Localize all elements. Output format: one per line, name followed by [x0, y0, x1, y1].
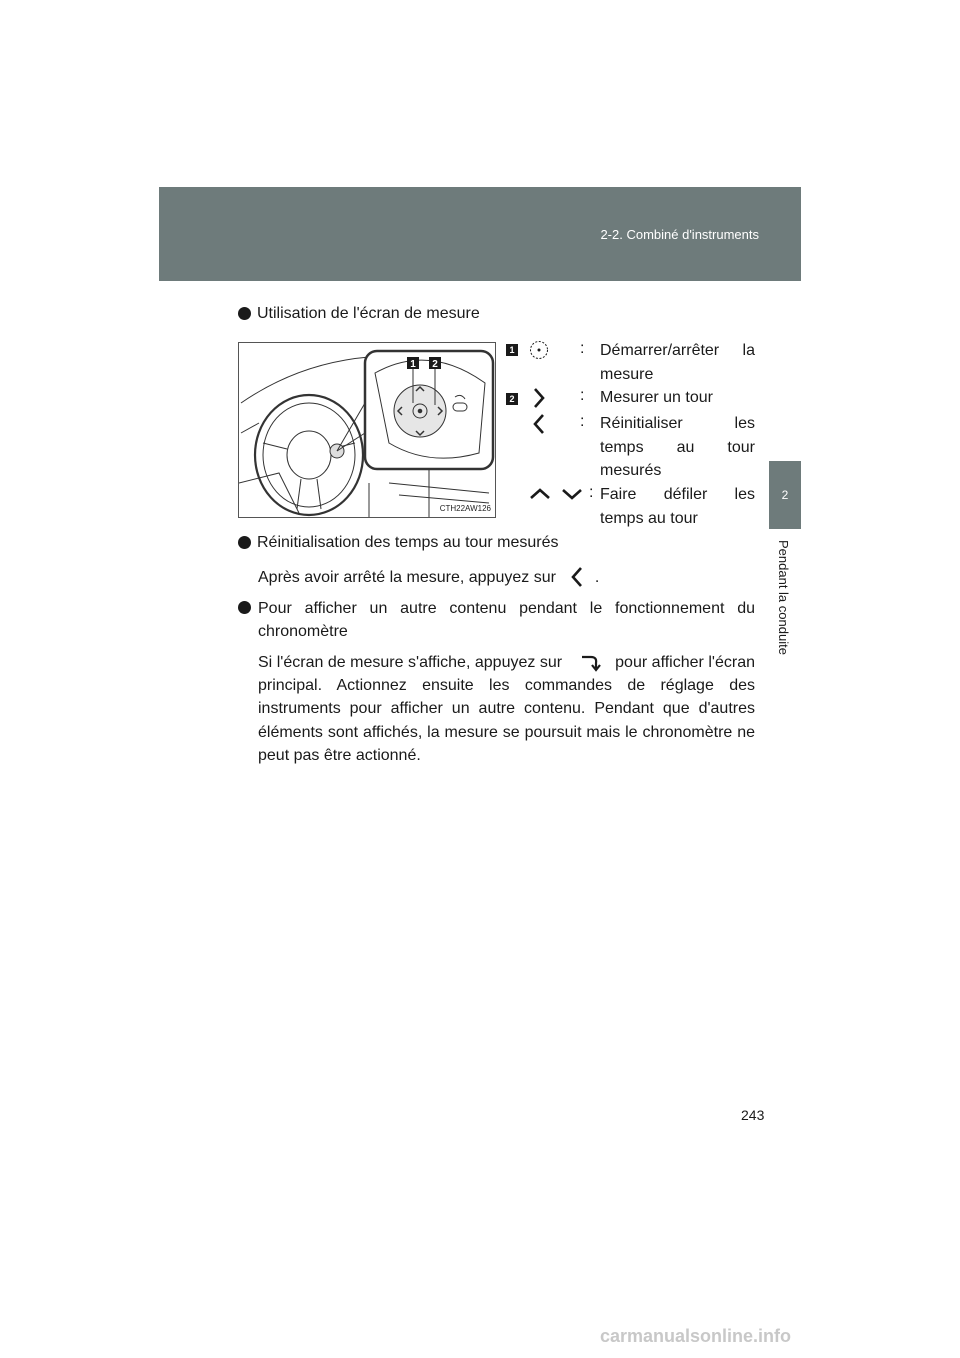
steering-wheel-illustration — [238, 342, 496, 518]
legend-badge-2: 2 — [506, 393, 518, 405]
legend-text-reset: Réinitialiser les temps au tour mesurés — [600, 415, 755, 479]
section-title: 2-2. Combiné d'instruments — [600, 227, 759, 242]
chapter-tab: 2 — [769, 461, 801, 529]
chevron-right-icon — [532, 387, 546, 409]
chevron-up-icon — [529, 487, 551, 501]
other-content-title: Pour afficher un autre contenu pendant le fonctionnement du chronomètre — [258, 600, 755, 641]
page-number: 243 — [741, 1107, 765, 1123]
steering-wheel-drawing — [239, 343, 495, 517]
other-content-text-after: pour afficher l'écran principal. Actionnez ensuite les commandes de réglage des instruments pour afficher un autre contenu. Pendant que d'autres éléments sont affichés, la mesure se poursuit mais le chronomètre ne peut pas être actionné. — [258, 654, 756, 764]
section-header — [159, 187, 801, 281]
svg-text:1: 1 — [410, 359, 416, 370]
watermark-text: carmanualsonline.info — [600, 1326, 792, 1346]
chevron-down-icon — [561, 487, 583, 501]
bullet-dot-icon — [238, 601, 251, 614]
legend-colon: : — [589, 484, 594, 501]
chevron-left-icon — [532, 413, 546, 435]
figure-code: CTH22AW126 — [439, 504, 491, 513]
bullet-title: Utilisation de l'écran de mesure — [257, 305, 480, 322]
legend-text-scroll: Faire défiler les temps au tour — [600, 486, 755, 527]
legend-colon: : — [580, 340, 585, 357]
legend-text-start-stop: Démarrer/arrêter la mesure — [600, 342, 755, 383]
legend-text-lap: Mesurer un tour — [600, 389, 713, 406]
reset-paragraph — [258, 566, 755, 589]
bullet-dot-icon — [238, 536, 251, 549]
reset-text-before: Après avoir arrêté la mesure, appuyez sur — [258, 569, 556, 586]
center-dot-button-icon — [529, 340, 549, 360]
other-content-paragraph — [258, 651, 755, 767]
bullet-title: Réinitialisation des temps au tour mesurés — [257, 534, 559, 551]
chapter-label: Pendant la conduite — [776, 540, 791, 655]
svg-text:2: 2 — [432, 359, 438, 370]
legend-colon: : — [580, 387, 585, 404]
legend-badge-1: 1 — [506, 344, 518, 356]
legend-colon: : — [580, 413, 585, 430]
other-content-text-before: Si l'écran de mesure s'affiche, appuyez sur — [258, 654, 563, 671]
reset-text-after: . — [594, 569, 600, 586]
bullet-dot-icon — [238, 307, 251, 320]
